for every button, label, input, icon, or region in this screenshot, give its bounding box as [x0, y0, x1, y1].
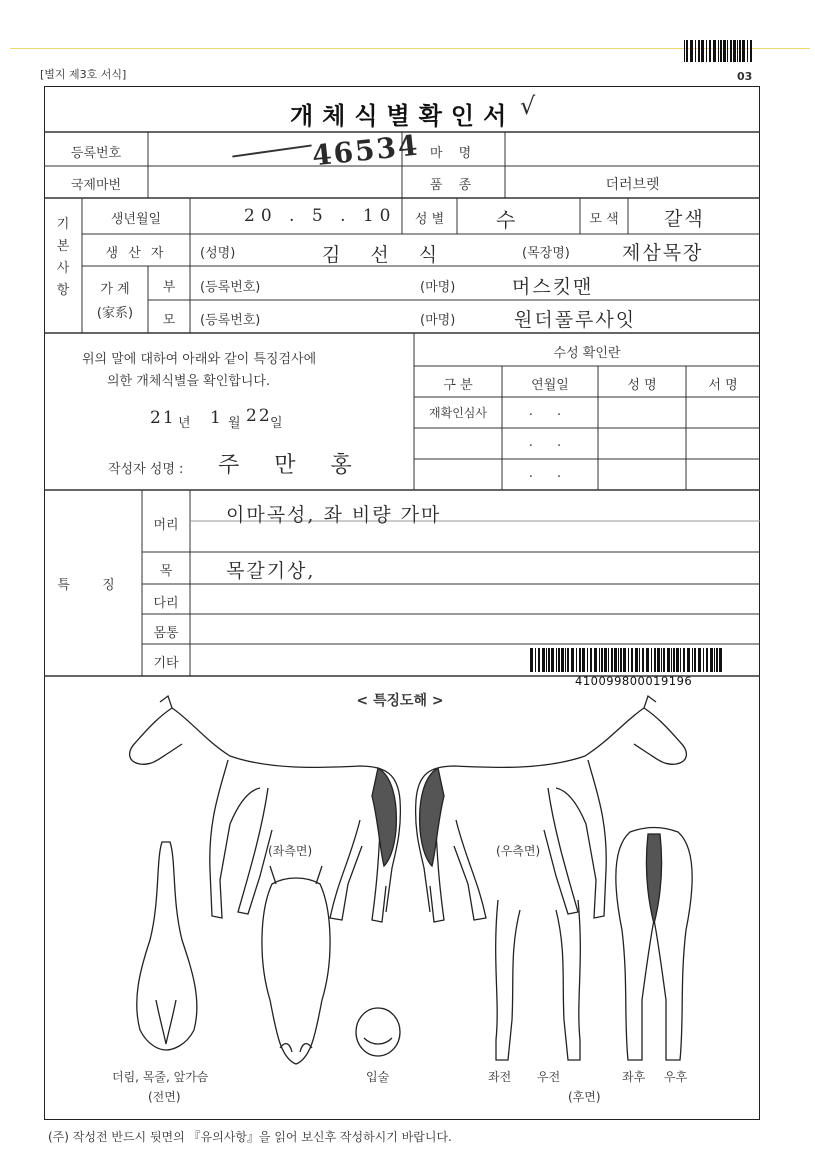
producer-name-label: (성명) — [200, 246, 236, 261]
sire-name-value: 머스킷맨 — [512, 276, 594, 298]
producer-label: 생 산 자 — [105, 246, 167, 261]
lineage-sub: (家系) — [96, 306, 134, 321]
dam-name-label: (마명) — [420, 313, 456, 328]
head-value: 이마곡성, 좌 비량 가마 — [226, 504, 442, 526]
sex-label: 성 별 — [414, 212, 445, 227]
date-year-unit: 년 — [178, 416, 191, 431]
front-left-caption: 좌전 — [488, 1070, 512, 1084]
horse-name-label: 마 명 — [429, 146, 478, 161]
color-label: 모 색 — [589, 212, 619, 227]
modify-header-sign: 서 명 — [708, 378, 738, 393]
reg-no-label: 등록번호 — [70, 146, 122, 161]
breed-value: 더러브렛 — [605, 177, 660, 193]
writer-label: 작성자 성명 : — [108, 462, 184, 477]
leg-label: 다리 — [153, 596, 179, 611]
horse-left-side — [130, 696, 401, 922]
confirm-line-1: 위의 말에 대하여 아래와 같이 특징검사에 — [82, 352, 317, 367]
document-title: 개체식별확인서 — [290, 102, 516, 130]
rear-view-caption: (후면) — [568, 1090, 601, 1104]
date-month: 1 — [210, 408, 223, 428]
farm-label: (목장명) — [522, 246, 570, 261]
hind-right-caption: 우후 — [664, 1070, 688, 1084]
horse-rear-view — [616, 828, 692, 1061]
modify-title: 수성 확인란 — [553, 346, 621, 361]
modify-row-2-date: . . — [528, 435, 572, 450]
horse-head-front — [262, 866, 330, 1064]
writer-value: 주 만 홍 — [218, 453, 366, 478]
farm-value: 제삼목장 — [622, 242, 704, 264]
modify-header-date: 연월일 — [531, 378, 569, 393]
modify-row-1-kind: 재확인심사 — [429, 406, 487, 420]
birth-label: 생년월일 — [110, 212, 162, 227]
body-label: 몸통 — [153, 626, 179, 641]
neck-value: 목갈기상, — [226, 560, 316, 582]
modify-header-name: 성 명 — [627, 378, 657, 393]
sire-name-label: (마명) — [420, 280, 456, 295]
horse-front-legs — [496, 900, 581, 1060]
neck-label: 목 — [159, 564, 173, 579]
barcode-number: 410099800019196 — [575, 674, 693, 688]
date-year: 21 — [150, 408, 176, 428]
birth-value: 20 . 5 . 10 — [244, 206, 397, 226]
breed-label: 품 종 — [429, 178, 478, 193]
front-caption: 더림, 목줄, 앞가슴 — [112, 1070, 209, 1084]
modify-row-3-date: . . — [528, 466, 572, 481]
hind-left-caption: 좌후 — [622, 1070, 646, 1084]
color-value: 갈색 — [664, 208, 705, 230]
diagram-title: < 특징도해 > — [356, 693, 444, 709]
producer-name-value: 김 선 식 — [322, 244, 450, 266]
front-right-caption: 우전 — [537, 1070, 561, 1084]
modify-header-kind: 구 분 — [443, 378, 473, 393]
horse-front-chest — [137, 842, 197, 1050]
reg-no-value: 46534 — [310, 128, 421, 173]
date-month-unit: 월 — [228, 416, 241, 431]
horse-right-side — [416, 696, 687, 922]
left-side-caption: (좌측면) — [268, 844, 313, 858]
dam-label: 모 — [162, 313, 176, 328]
form-code: [별지 제3호 서식] — [40, 68, 127, 81]
page-number: 03 — [737, 70, 753, 83]
title-checkmark: √ — [520, 92, 538, 120]
dam-name-value: 원더풀루사잇 — [514, 309, 637, 331]
front-view-caption: (전면) — [148, 1090, 181, 1104]
lips-caption: 입술 — [366, 1070, 390, 1084]
confirm-line-2: 의한 개체식별을 확인합니다. — [107, 374, 271, 389]
features-section-label: 특 징 — [57, 578, 129, 593]
lineage-label: 가 계 — [100, 282, 130, 297]
footnote: (주) 작성전 반드시 뒷면의 『유의사항』을 읽어 보신후 작성하시기 바랍니다. — [48, 1130, 452, 1144]
date-day: 22 — [246, 406, 272, 426]
head-label: 머리 — [153, 518, 179, 533]
dam-reg-label: (등록번호) — [200, 313, 261, 328]
etc-label: 기타 — [153, 656, 179, 671]
intl-no-label: 국제마번 — [70, 178, 122, 193]
right-side-caption: (우측면) — [496, 844, 541, 858]
date-day-unit: 일 — [270, 416, 283, 431]
horse-lips — [356, 1008, 400, 1056]
sire-label: 부 — [162, 280, 176, 295]
sex-value: 수 — [496, 208, 518, 232]
basic-label-text: 기본사항 — [56, 217, 70, 298]
sire-reg-label: (등록번호) — [200, 280, 261, 295]
modify-row-1-date: . . — [528, 404, 572, 419]
